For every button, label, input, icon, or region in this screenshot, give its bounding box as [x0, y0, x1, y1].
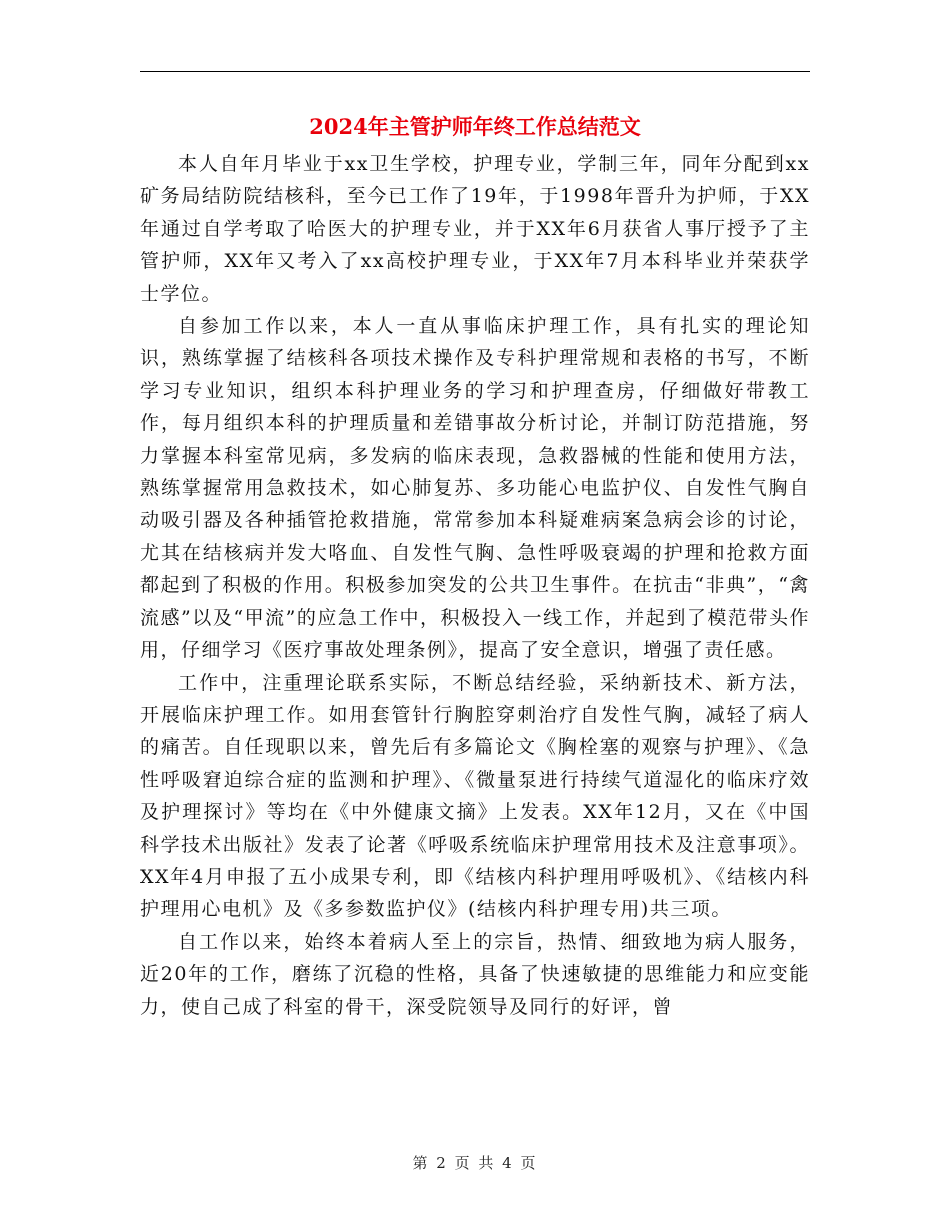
- paragraph-4: 自工作以来，始终本着病人至上的宗旨，热情、细致地为病人服务，近20年的工作，磨练了沉稳的性格，具备了快速敏捷的思维能力和应变能力，使自己成了科室的骨干，深受院领导及同行的好评，曾: [140, 930, 810, 1018]
- paragraph-1: 本人自年月毕业于xx卫生学校，护理专业，学制三年，同年分配到xx矿务局结防院结核科，至今已工作了19年，于1998年晋升为护师，于XX年通过自学考取了哈医大的护理专业，并于XX年6月获省人事厅授予了主管护师，XX年又考入了xx高校护理专业，于XX年7月本科毕业并荣获学士学位。: [140, 153, 810, 305]
- paragraph-3: 工作中，注重理论联系实际，不断总结经验，采纳新技术、新方法，开展临床护理工作。如用套管针行胸腔穿刺治疗自发性气胸，减轻了病人的痛苦。自任现职以来，曾先后有多篇论文《胸栓塞的观察与护理》、《急性呼吸窘迫综合症的监测和护理》、《微量泵进行持续气道湿化的临床疗效及护理探讨》等均在《中外健康文摘》上发表。XX年12月，又在《中国科学技术出版社》发表了论著《呼吸系统临床护理常用技术及注意事项》。XX年4月申报了五小成果专利，即《结核内科护理用呼吸机》、《结核内科护理用心电机》及《多参数监护仪》(结核内科护理专用)共三项。: [140, 671, 810, 921]
- page-number-footer: 第 2 页 共 4 页: [412, 1154, 538, 1172]
- header-rule: [140, 71, 810, 72]
- document-body: [140, 148, 810, 1023]
- document-title: 2024年主管护师年终工作总结范文: [309, 114, 641, 139]
- paragraph-2: 自参加工作以来，本人一直从事临床护理工作，具有扎实的理论知识，熟练掌握了结核科各项技术操作及专科护理常规和表格的书写，不断学习专业知识，组织本科护理业务的学习和护理查房，仔细做好带教工作，每月组织本科的护理质量和差错事故分析讨论，并制订防范措施，努力掌握本科室常见病，多发病的临床表现，急救器械的性能和使用方法，熟练掌握常用急救技术，如心肺复苏、多功能心电监护仪、自发性气胸自动吸引器及各种插管抢救措施，常常参加本科疑难病案急病会诊的讨论，尤其在结核病并发大咯血、自发性气胸、急性呼吸衰竭的护理和抢救方面都起到了积极的作用。积极参加突发的公共卫生事件。在抗击“非典”，“禽流感”以及“甲流”的应急工作中，积极投入一线工作，并起到了模范带头作用，仔细学习《医疗事故处理条例》，提高了安全意识，增强了责任感。: [140, 315, 810, 662]
